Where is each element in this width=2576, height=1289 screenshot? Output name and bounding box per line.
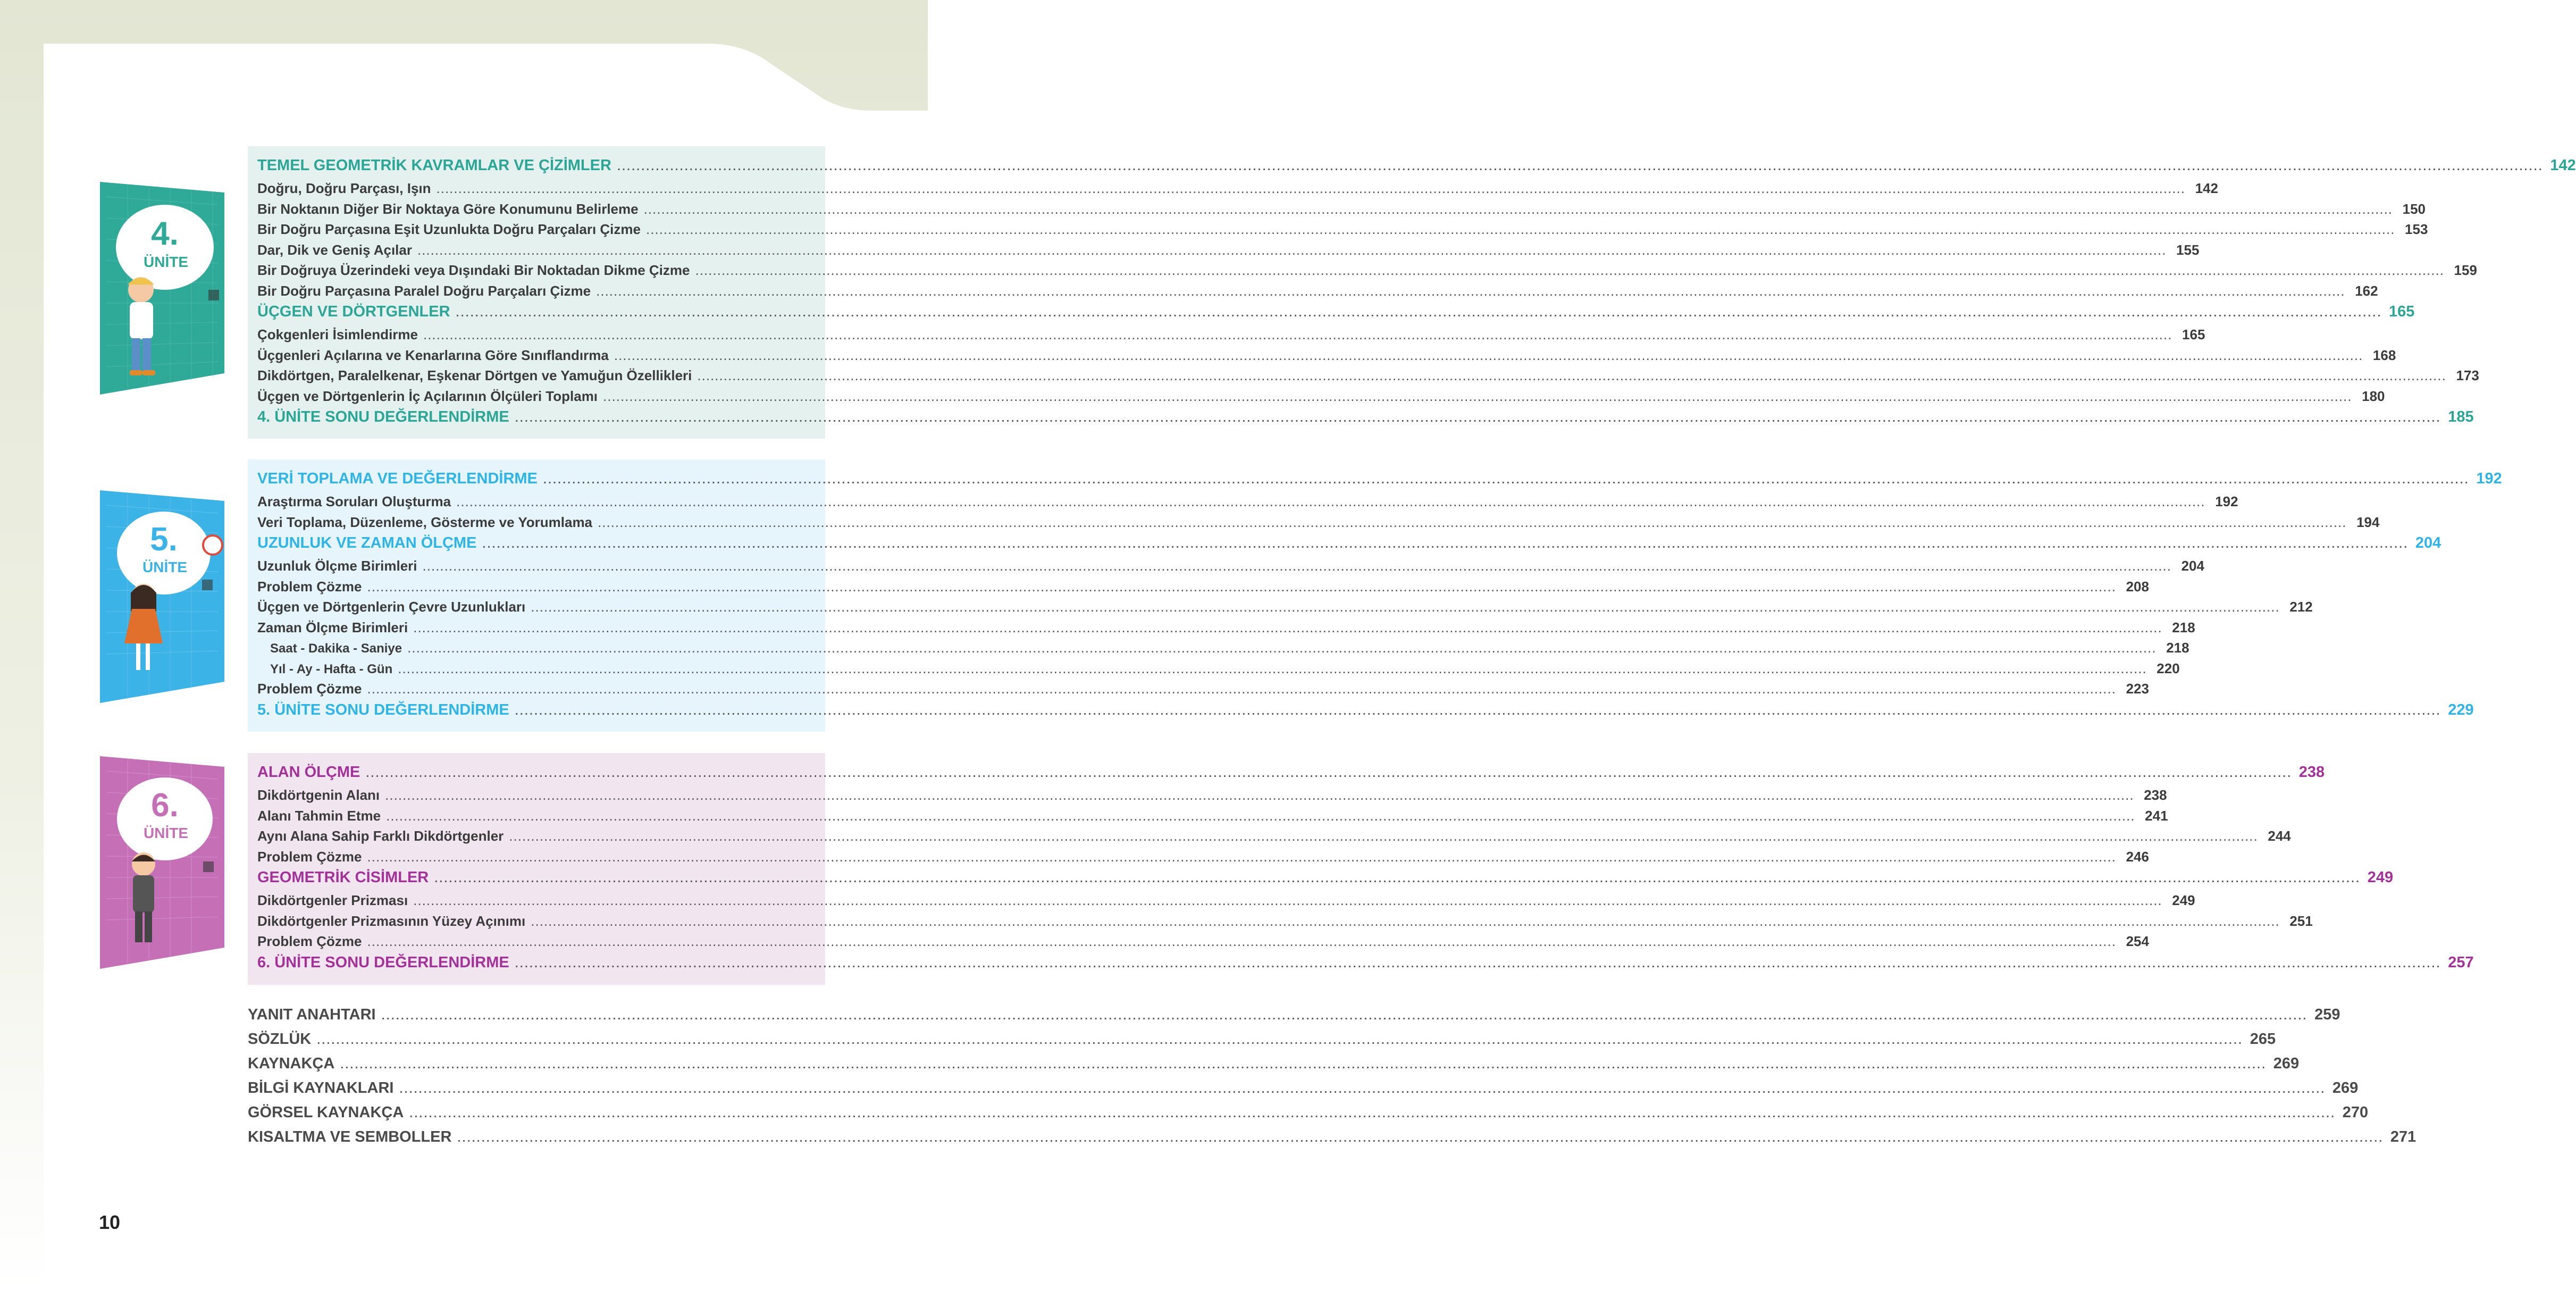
unit-6-cover-image	[85, 750, 234, 973]
toc-entry-title: Alanı Tahmin Etme	[257, 807, 381, 824]
toc-entry-title: GEOMETRİK CİSİMLER	[257, 869, 429, 886]
dot-leader: ................................................................................................................................................................................................................................................................................................................................................................................................................	[367, 578, 2116, 595]
toc-page-number: 246	[2126, 848, 2149, 865]
toc-entry-title: Yıl - Ay - Hafta - Gün	[270, 662, 393, 676]
toc-entry-row[interactable]	[257, 933, 2149, 954]
toc-entry-title: KISALTMA VE SEMBOLLER	[248, 1128, 452, 1145]
toc-heading-row[interactable]	[257, 764, 2325, 787]
toc-page-number: 271	[2390, 1128, 2416, 1145]
toc-entry-title: UZUNLUK VE ZAMAN ÖLÇME	[257, 534, 477, 551]
toc-entry-row[interactable]	[257, 913, 2313, 934]
toc-entry-row[interactable]	[257, 787, 2167, 808]
toc-entry-title: Çokgenleri İsimlendirme	[257, 327, 418, 342]
toc-entry-title: 6. ÜNİTE SONU DEĞERLENDİRME	[257, 953, 509, 971]
dot-leader: ................................................................................................................................................................................................................................................................................................................................................................................................................	[542, 470, 2469, 487]
toc-entry-title: Bir Noktanın Diğer Bir Noktaya Göre Konumunu Belirleme	[257, 200, 639, 217]
toc-entry-title: Uzunluk Ölçme Birimleri	[257, 558, 417, 574]
toc-page-number: 244	[2268, 828, 2291, 844]
toc-entry-title: Problem Çözme	[257, 848, 362, 865]
toc-page-number: 162	[2355, 282, 2378, 299]
toc-entry-title: Dikdörtgenler Prizmasının Yüzey Açınımı	[257, 913, 526, 929]
dot-leader: ................................................................................................................................................................................................................................................................................................................................................................................................................	[385, 787, 2134, 803]
toc-entry-title: Üçgen ve Dörtgenlerin Çevre Uzunlukları	[257, 599, 526, 615]
toc-heading-row[interactable]	[257, 157, 2576, 180]
toc-page-number: 241	[2145, 807, 2168, 824]
toc-page-number: 208	[2126, 578, 2149, 595]
unit-6-cover-number: 6.	[151, 787, 179, 824]
dot-leader: ................................................................................................................................................................................................................................................................................................................................................................................................................	[514, 701, 2441, 718]
dot-leader: ................................................................................................................................................................................................................................................................................................................................................................................................................	[603, 388, 2352, 404]
unit-4-cover-image	[85, 175, 234, 399]
toc-page-number: 220	[2157, 660, 2180, 676]
toc-entry-row[interactable]	[257, 681, 2149, 701]
toc-entry-row[interactable]	[257, 619, 2195, 640]
toc-entry-title: SÖZLÜK	[248, 1031, 312, 1048]
dot-leader: ................................................................................................................................................................................................................................................................................................................................................................................................................	[367, 933, 2116, 949]
dot-leader: ................................................................................................................................................................................................................................................................................................................................................................................................................	[409, 1104, 2336, 1121]
toc-page-number: 165	[2182, 327, 2205, 342]
dot-leader: ................................................................................................................................................................................................................................................................................................................................................................................................................	[407, 640, 2157, 656]
toc-entry-title: 5. ÜNİTE SONU DEĞERLENDİRME	[257, 701, 509, 718]
dot-leader: ................................................................................................................................................................................................................................................................................................................................................................................................................	[457, 1128, 2384, 1145]
dot-leader: ................................................................................................................................................................................................................................................................................................................................................................................................................	[614, 347, 2363, 363]
toc-entry-row[interactable]	[248, 1031, 2276, 1055]
dot-leader: ................................................................................................................................................................................................................................................................................................................................................................................................................	[423, 327, 2172, 342]
toc-entry-title: Üçgen ve Dörtgenlerin İç Açılarının Ölçüleri Toplamı	[257, 388, 598, 404]
toc-page-number: 168	[2372, 347, 2396, 363]
toc-page-number: 180	[2362, 388, 2385, 404]
toc-heading-row[interactable]	[257, 408, 2474, 432]
unit-5-toc	[248, 459, 2502, 732]
appendix-toc	[248, 1006, 2416, 1153]
toc-entry-row[interactable]	[248, 1128, 2416, 1153]
toc-page-number: 155	[2176, 241, 2200, 258]
toc-entry-row[interactable]	[257, 180, 2218, 201]
toc-page-number: 251	[2289, 913, 2313, 929]
unit-4-toc	[248, 146, 2576, 439]
dot-leader: ................................................................................................................................................................................................................................................................................................................................................................................................................	[531, 599, 2280, 615]
toc-entry-row[interactable]	[257, 282, 2378, 304]
toc-page-number: 212	[2289, 599, 2313, 615]
toc-entry-row[interactable]	[257, 599, 2313, 620]
toc-page-number: 269	[2273, 1055, 2300, 1072]
toc-entry-row[interactable]	[257, 262, 2477, 283]
dot-leader: ................................................................................................................................................................................................................................................................................................................................................................................................................	[643, 200, 2393, 217]
toc-entry-title: Dikdörtgenler Prizması	[257, 892, 408, 908]
toc-entry-row[interactable]	[257, 241, 2200, 263]
toc-entry-row[interactable]	[257, 848, 2149, 869]
dot-leader: ................................................................................................................................................................................................................................................................................................................................................................................................................	[598, 514, 2347, 530]
toc-heading-row[interactable]	[257, 303, 2415, 327]
dot-leader: ................................................................................................................................................................................................................................................................................................................................................................................................................	[367, 848, 2116, 865]
toc-entry-row[interactable]	[257, 347, 2396, 368]
dot-leader: ................................................................................................................................................................................................................................................................................................................................................................................................................	[413, 892, 2162, 908]
toc-page-number: 265	[2250, 1031, 2276, 1048]
toc-entry-row[interactable]	[257, 660, 2180, 681]
toc-page-number: 204	[2181, 558, 2204, 574]
toc-entry-row[interactable]	[257, 388, 2385, 409]
toc-page-number: 142	[2550, 157, 2576, 174]
page-number: 10	[99, 1211, 121, 1233]
toc-heading-row[interactable]	[257, 470, 2502, 493]
unit-5-cover-number: 5.	[150, 521, 178, 558]
toc-page-number: 192	[2476, 470, 2502, 487]
dot-leader: ................................................................................................................................................................................................................................................................................................................................................................................................................	[422, 558, 2171, 574]
dot-leader: ................................................................................................................................................................................................................................................................................................................................................................................................................	[434, 869, 2361, 886]
dot-leader: ................................................................................................................................................................................................................................................................................................................................................................................................................	[697, 367, 2446, 383]
toc-page-number: 229	[2448, 701, 2474, 718]
toc-entry-row[interactable]	[248, 1006, 2340, 1031]
dot-leader: ................................................................................................................................................................................................................................................................................................................................................................................................................	[596, 282, 2345, 299]
dot-leader: ................................................................................................................................................................................................................................................................................................................................................................................................................	[455, 303, 2382, 320]
toc-page-number: 142	[2195, 180, 2218, 196]
toc-page-number: 270	[2342, 1104, 2369, 1121]
toc-entry-title: BİLGİ KAYNAKLARI	[248, 1079, 394, 1097]
dot-leader: ................................................................................................................................................................................................................................................................................................................................................................................................................	[482, 534, 2409, 551]
toc-entry-row[interactable]	[257, 578, 2149, 599]
dot-leader: ................................................................................................................................................................................................................................................................................................................................................................................................................	[417, 241, 2167, 258]
toc-page-number: 150	[2402, 200, 2426, 217]
toc-entry-title: ÜÇGEN VE DÖRTGENLER	[257, 303, 450, 320]
toc-page-number: 204	[2415, 534, 2441, 551]
toc-entry-title: YANIT ANAHTARI	[248, 1006, 376, 1023]
toc-entry-row[interactable]	[248, 1055, 2300, 1079]
toc-entry-title: 4. ÜNİTE SONU DEĞERLENDİRME	[257, 408, 509, 425]
dot-leader: ................................................................................................................................................................................................................................................................................................................................................................................................................	[514, 408, 2441, 425]
dot-leader: ................................................................................................................................................................................................................................................................................................................................................................................................................	[340, 1055, 2267, 1072]
toc-entry-title: KAYNAKÇA	[248, 1055, 335, 1072]
unit-6-toc	[248, 753, 2474, 985]
toc-entry-row[interactable]	[257, 640, 2189, 660]
toc-page-number: 185	[2448, 408, 2474, 425]
toc-page-number: 259	[2314, 1006, 2340, 1023]
toc-entry-row[interactable]	[257, 558, 2204, 579]
unit-6-cover-word: ÜNİTE	[144, 825, 188, 841]
toc-page-number: 238	[2144, 787, 2167, 803]
unit-4-cover-word: ÜNİTE	[144, 254, 188, 270]
toc-page-number: 254	[2126, 933, 2149, 949]
dot-leader: ................................................................................................................................................................................................................................................................................................................................................................................................................	[398, 660, 2147, 676]
dot-leader: ................................................................................................................................................................................................................................................................................................................................................................................................................	[399, 1079, 2326, 1097]
toc-page-number: 223	[2126, 681, 2149, 697]
dot-leader: ................................................................................................................................................................................................................................................................................................................................................................................................................	[645, 221, 2395, 237]
toc-entry-row[interactable]	[257, 493, 2238, 514]
toc-page-number: 249	[2367, 869, 2394, 886]
toc-heading-row[interactable]	[257, 534, 2441, 558]
toc-entry-title: Problem Çözme	[257, 933, 362, 949]
toc-page-number: 218	[2172, 619, 2195, 635]
toc-entry-title: Problem Çözme	[257, 578, 362, 595]
toc-entry-row[interactable]	[257, 807, 2168, 828]
toc-entry-title: TEMEL GEOMETRİK KAVRAMLAR VE ÇİZİMLER	[257, 157, 611, 174]
toc-page-number: 257	[2448, 953, 2474, 971]
toc-entry-row[interactable]	[257, 221, 2428, 242]
toc-entry-row[interactable]	[248, 1104, 2369, 1128]
toc-entry-title: Saat - Dakika - Saniye	[270, 641, 402, 656]
dot-leader: ................................................................................................................................................................................................................................................................................................................................................................................................................	[514, 953, 2441, 971]
toc-page-number: 249	[2172, 892, 2195, 908]
toc-entry-title: Aynı Alana Sahip Farklı Dikdörtgenler	[257, 828, 504, 844]
dot-leader: ................................................................................................................................................................................................................................................................................................................................................................................................................	[509, 828, 2258, 844]
toc-entry-title: GÖRSEL KAYNAKÇA	[248, 1104, 404, 1121]
toc-entry-title: VERİ TOPLAMA VE DEĞERLENDİRME	[257, 470, 538, 487]
toc-page-number: 153	[2405, 221, 2428, 237]
toc-entry-title: Bir Doğru Parçasına Eşit Uzunlukta Doğru Parçaları Çizme	[257, 221, 641, 237]
toc-page-number: 173	[2456, 367, 2479, 383]
toc-entry-row[interactable]	[248, 1079, 2359, 1104]
unit-5-cover-image	[85, 484, 234, 707]
dot-leader: ................................................................................................................................................................................................................................................................................................................................................................................................................	[616, 157, 2543, 174]
dot-leader: ................................................................................................................................................................................................................................................................................................................................................................................................................	[316, 1031, 2243, 1048]
dot-leader: ................................................................................................................................................................................................................................................................................................................................................................................................................	[367, 681, 2116, 697]
dot-leader: ................................................................................................................................................................................................................................................................................................................................................................................................................	[386, 807, 2135, 824]
toc-entry-title: Zaman Ölçme Birimleri	[257, 619, 408, 635]
toc-heading-row[interactable]	[257, 953, 2474, 977]
unit-4-cover-number: 4.	[151, 215, 179, 252]
toc-page-number: 165	[2389, 303, 2415, 320]
toc-entry-row[interactable]	[257, 828, 2291, 849]
toc-page-number: 192	[2215, 493, 2238, 509]
toc-entry-title: Dar, Dik ve Geniş Açılar	[257, 241, 412, 258]
dot-leader: ................................................................................................................................................................................................................................................................................................................................................................................................................	[365, 764, 2292, 781]
toc-entry-title: Dikdörtgenin Alanı	[257, 787, 380, 803]
toc-entry-title: Dikdörtgen, Paralelkenar, Eşkenar Dörtgen ve Yamuğun Özellikleri	[257, 367, 692, 383]
toc-page-number: 218	[2166, 640, 2189, 656]
toc-page-number: 269	[2332, 1079, 2359, 1097]
toc-entry-row[interactable]	[257, 514, 2380, 535]
toc-entry-title: Bir Doğru Parçasına Paralel Doğru Parçaları Çizme	[257, 282, 591, 299]
toc-page-number: 238	[2298, 764, 2325, 781]
toc-entry-row[interactable]	[257, 892, 2195, 913]
toc-entry-row[interactable]	[257, 327, 2205, 347]
dot-leader: ................................................................................................................................................................................................................................................................................................................................................................................................................	[531, 913, 2280, 929]
toc-entry-title: ALAN ÖLÇME	[257, 764, 360, 781]
toc-heading-row[interactable]	[257, 869, 2394, 892]
unit-5-cover-word: ÜNİTE	[142, 559, 187, 575]
toc-entry-title: Doğru, Doğru Parçası, Işın	[257, 180, 431, 196]
dot-leader: ................................................................................................................................................................................................................................................................................................................................................................................................................	[695, 262, 2444, 278]
toc-entry-row[interactable]	[257, 200, 2426, 222]
toc-entry-title: Araştırma Soruları Oluşturma	[257, 493, 451, 509]
toc-entry-title: Üçgenleri Açılarına ve Kenarlarına Göre Sınıflandırma	[257, 347, 609, 363]
dot-leader: ................................................................................................................................................................................................................................................................................................................................................................................................................	[381, 1006, 2308, 1023]
toc-entry-row[interactable]	[257, 367, 2479, 388]
toc-page-number: 194	[2356, 514, 2380, 530]
toc-entry-title: Veri Toplama, Düzenleme, Gösterme ve Yorumlama	[257, 514, 593, 530]
dot-leader: ................................................................................................................................................................................................................................................................................................................................................................................................................	[456, 493, 2205, 509]
toc-entry-title: Problem Çözme	[257, 681, 362, 697]
toc-heading-row[interactable]	[257, 701, 2474, 725]
dot-leader: ................................................................................................................................................................................................................................................................................................................................................................................................................	[413, 619, 2162, 635]
toc-entry-title: Bir Doğruya Üzerindeki veya Dışındaki Bir Noktadan Dikme Çizme	[257, 262, 690, 278]
toc-page-number: 159	[2454, 262, 2477, 278]
dot-leader: ................................................................................................................................................................................................................................................................................................................................................................................................................	[436, 180, 2185, 196]
